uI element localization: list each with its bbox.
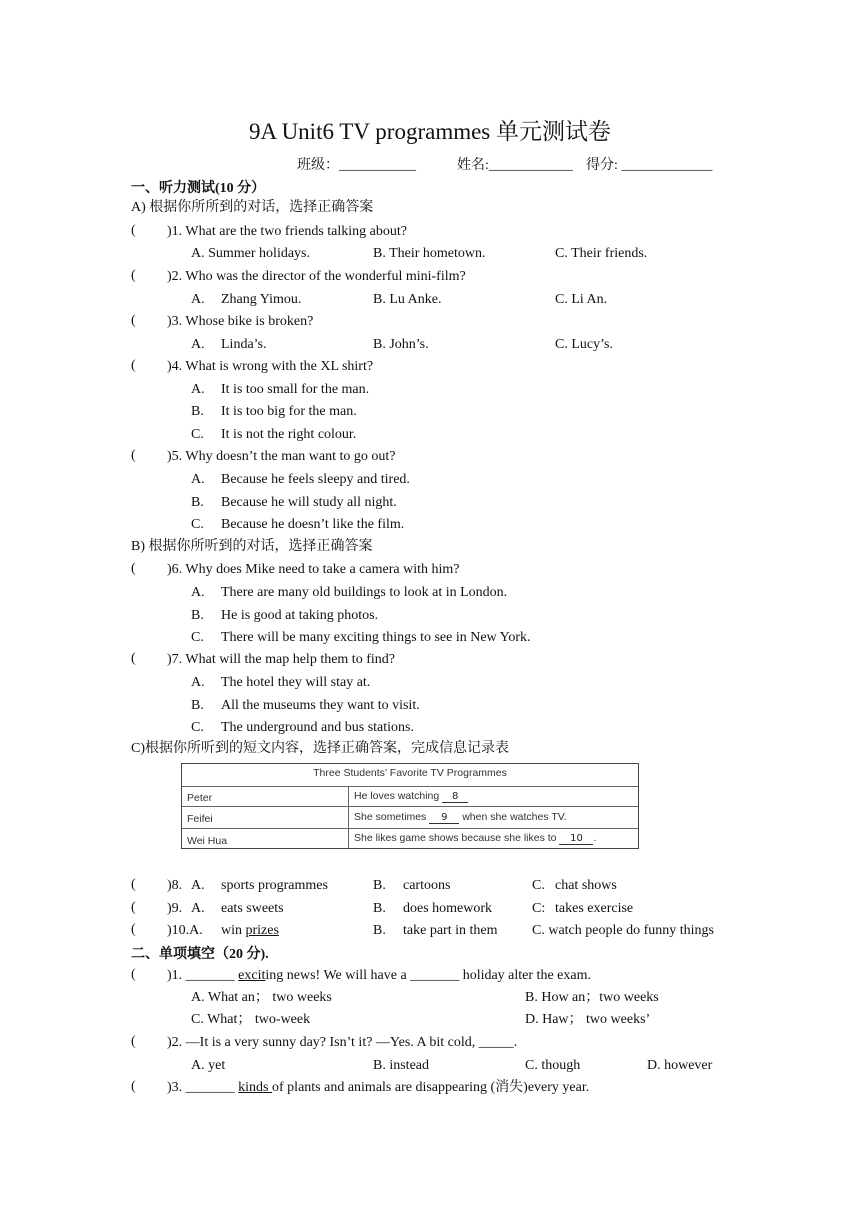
stem-underlined: excit <box>238 968 266 983</box>
option-a: There are many old buildings to look at in London. <box>221 585 508 600</box>
option-a: It is too small for the man. <box>221 382 370 397</box>
option-a-label: A. <box>191 382 205 397</box>
option-a: Linda’s. <box>221 337 267 352</box>
option-c: The underground and bus stations. <box>221 720 414 735</box>
answer-paren: ( <box>131 268 136 283</box>
option-b-label: B. <box>373 923 386 938</box>
part-a-instruction: A) 根据你所所到的对话，选择正确答案 <box>131 200 374 215</box>
option-a-label: A. <box>191 472 205 487</box>
student-name: Wei Hua <box>187 835 228 847</box>
option-a: The hotel they will stay at. <box>221 675 371 690</box>
option-a-label: A. <box>191 337 205 352</box>
option-a: sports programmes <box>221 878 328 893</box>
answer-paren: ( <box>131 561 136 576</box>
part-b-instruction: B) 根据你所听到的对话，选择正确答案 <box>131 539 373 554</box>
answer-paren: ( <box>131 1034 136 1049</box>
option-a: Zhang Yimou. <box>221 292 302 307</box>
option-d: D. Haw； two weeks’ <box>525 1012 651 1027</box>
option-b-label: B. <box>373 901 386 916</box>
option-c: C. watch people do funny things <box>532 923 714 938</box>
option-a-label: A. <box>191 585 205 600</box>
option-c: C. Lucy’s. <box>555 337 613 352</box>
option-c-label: C. <box>191 720 204 735</box>
option-b-label: B. <box>191 404 204 419</box>
option-a-label: A. <box>191 878 205 893</box>
option-b: It is too big for the man. <box>221 404 357 419</box>
section2-heading: 二、单项填空（20 分). <box>131 947 269 962</box>
info-record-table <box>181 763 639 849</box>
question-stem: )3. Whose bike is broken? <box>167 314 314 329</box>
table-row <box>182 828 638 849</box>
stem-part: of plants and animals are disappearing (消失)every year. <box>272 1080 590 1095</box>
option-b: B. John’s. <box>373 337 429 352</box>
option-a: A. yet <box>191 1058 226 1073</box>
score-field: 得分: _____________ <box>586 158 713 173</box>
section1-heading: 一、听力测试(10 分） <box>131 181 266 196</box>
question-stem: )2. Who was the director of the wonderful mini-film? <box>167 269 466 284</box>
table-row <box>182 786 638 807</box>
option-c-label: C. <box>532 878 545 893</box>
table-row <box>182 806 638 829</box>
row-text-post: when she watches TV. <box>462 811 567 823</box>
option-c-label: C. <box>191 427 204 442</box>
option-a-label: A. <box>191 675 205 690</box>
option-a-label: A. <box>191 292 205 307</box>
answer-blank: 10 <box>559 833 593 845</box>
student-name: Feifei <box>187 813 213 825</box>
row-text-pre: She sometimes <box>354 811 427 823</box>
question-stem: )2. —It is a very sunny day? Isn’t it? —Yes. A bit cold, _____. <box>167 1035 518 1050</box>
stem-part: )3. _______ <box>167 1080 239 1095</box>
part-c-instruction: C)根据你所听到的短文内容，选择正确答案，完成信息记录表 <box>131 741 509 756</box>
question-stem <box>167 1079 589 1097</box>
option-a-text: win <box>221 923 246 938</box>
option-b: B. Lu Anke. <box>373 292 442 307</box>
option-c-label: C. <box>191 630 204 645</box>
answer-paren: ( <box>131 877 136 892</box>
option-c: C. What； two-week <box>191 1012 311 1027</box>
answer-paren: ( <box>131 223 136 238</box>
option-a <box>221 922 279 940</box>
option-a: A. Summer holidays. <box>191 246 310 261</box>
option-b-label: B. <box>191 608 204 623</box>
answer-paren: ( <box>131 358 136 373</box>
answer-paren: ( <box>131 313 136 328</box>
option-c: It is not the right colour. <box>221 427 357 442</box>
option-c: There will be many exciting things to see in New York. <box>221 630 531 645</box>
option-c-label: C: <box>532 901 546 916</box>
option-d: D. however <box>647 1058 713 1073</box>
question-stem <box>167 967 591 985</box>
option-c: C. though <box>525 1058 581 1073</box>
option-c-label: C. <box>191 517 204 532</box>
option-a: A. What an； two weeks <box>191 990 332 1005</box>
answer-blank: 8 <box>442 791 468 803</box>
option-b: cartoons <box>403 878 451 893</box>
answer-paren: ( <box>131 967 136 982</box>
stem-part: ing news! We will have a _______ holiday alter the exam. <box>265 968 591 983</box>
answer-paren: ( <box>131 448 136 463</box>
question-stem: )7. What will the map help them to find? <box>167 652 395 667</box>
option-b: All the museums they want to visit. <box>221 698 420 713</box>
row-text-post: . <box>593 832 597 844</box>
option-a: Because he feels sleepy and tired. <box>221 472 410 487</box>
option-b: take part in them <box>403 923 498 938</box>
row-text-pre: She likes game shows because she likes to <box>354 832 557 844</box>
option-c: Because he doesn’t like the film. <box>221 517 405 532</box>
question-stem: )6. Why does Mike need to take a camera with him? <box>167 562 460 577</box>
option-b: He is good at taking photos. <box>221 608 379 623</box>
question-number: )8. <box>167 878 183 893</box>
answer-paren: ( <box>131 900 136 915</box>
answer-blank: 9 <box>429 812 459 824</box>
student-name: Peter <box>187 792 213 804</box>
stem-part: )1. _______ <box>167 968 239 983</box>
option-b: B. instead <box>373 1058 429 1073</box>
answer-paren: ( <box>131 1079 136 1094</box>
name-field: 姓名:____________ <box>457 158 573 173</box>
option-a: eats sweets <box>221 901 284 916</box>
option-b-label: B. <box>191 698 204 713</box>
question-number: )10.A. <box>167 923 203 938</box>
option-c: chat shows <box>555 878 617 893</box>
answer-paren: ( <box>131 651 136 666</box>
row-text <box>354 790 468 803</box>
option-b-label: B. <box>373 878 386 893</box>
option-b: B. Their hometown. <box>373 246 486 261</box>
option-a-underlined: prizes <box>245 923 279 938</box>
question-stem: )4. What is wrong with the XL shirt? <box>167 359 374 374</box>
table-header: Three Students’ Favorite TV Programmes <box>313 767 507 779</box>
class-field: 班级：___________ <box>297 158 416 173</box>
option-c: C. Li An. <box>555 292 608 307</box>
page-title: 9A Unit6 TV programmes 单元测试卷 <box>248 119 612 144</box>
option-c: takes exercise <box>555 901 634 916</box>
stem-underlined: kinds <box>238 1080 273 1095</box>
question-number: )9. <box>167 901 183 916</box>
option-c: C. Their friends. <box>555 246 648 261</box>
question-stem: )5. Why doesn’t the man want to go out? <box>167 449 396 464</box>
option-b: does homework <box>403 901 493 916</box>
option-b: B. How an；two weeks <box>525 990 659 1005</box>
answer-paren: ( <box>131 922 136 937</box>
option-b-label: B. <box>191 495 204 510</box>
row-text <box>354 811 567 824</box>
row-text-pre: He loves watching <box>354 790 440 802</box>
question-stem: )1. What are the two friends talking about? <box>167 224 407 239</box>
option-a-label: A. <box>191 901 205 916</box>
row-text <box>354 832 596 845</box>
option-b: Because he will study all night. <box>221 495 397 510</box>
